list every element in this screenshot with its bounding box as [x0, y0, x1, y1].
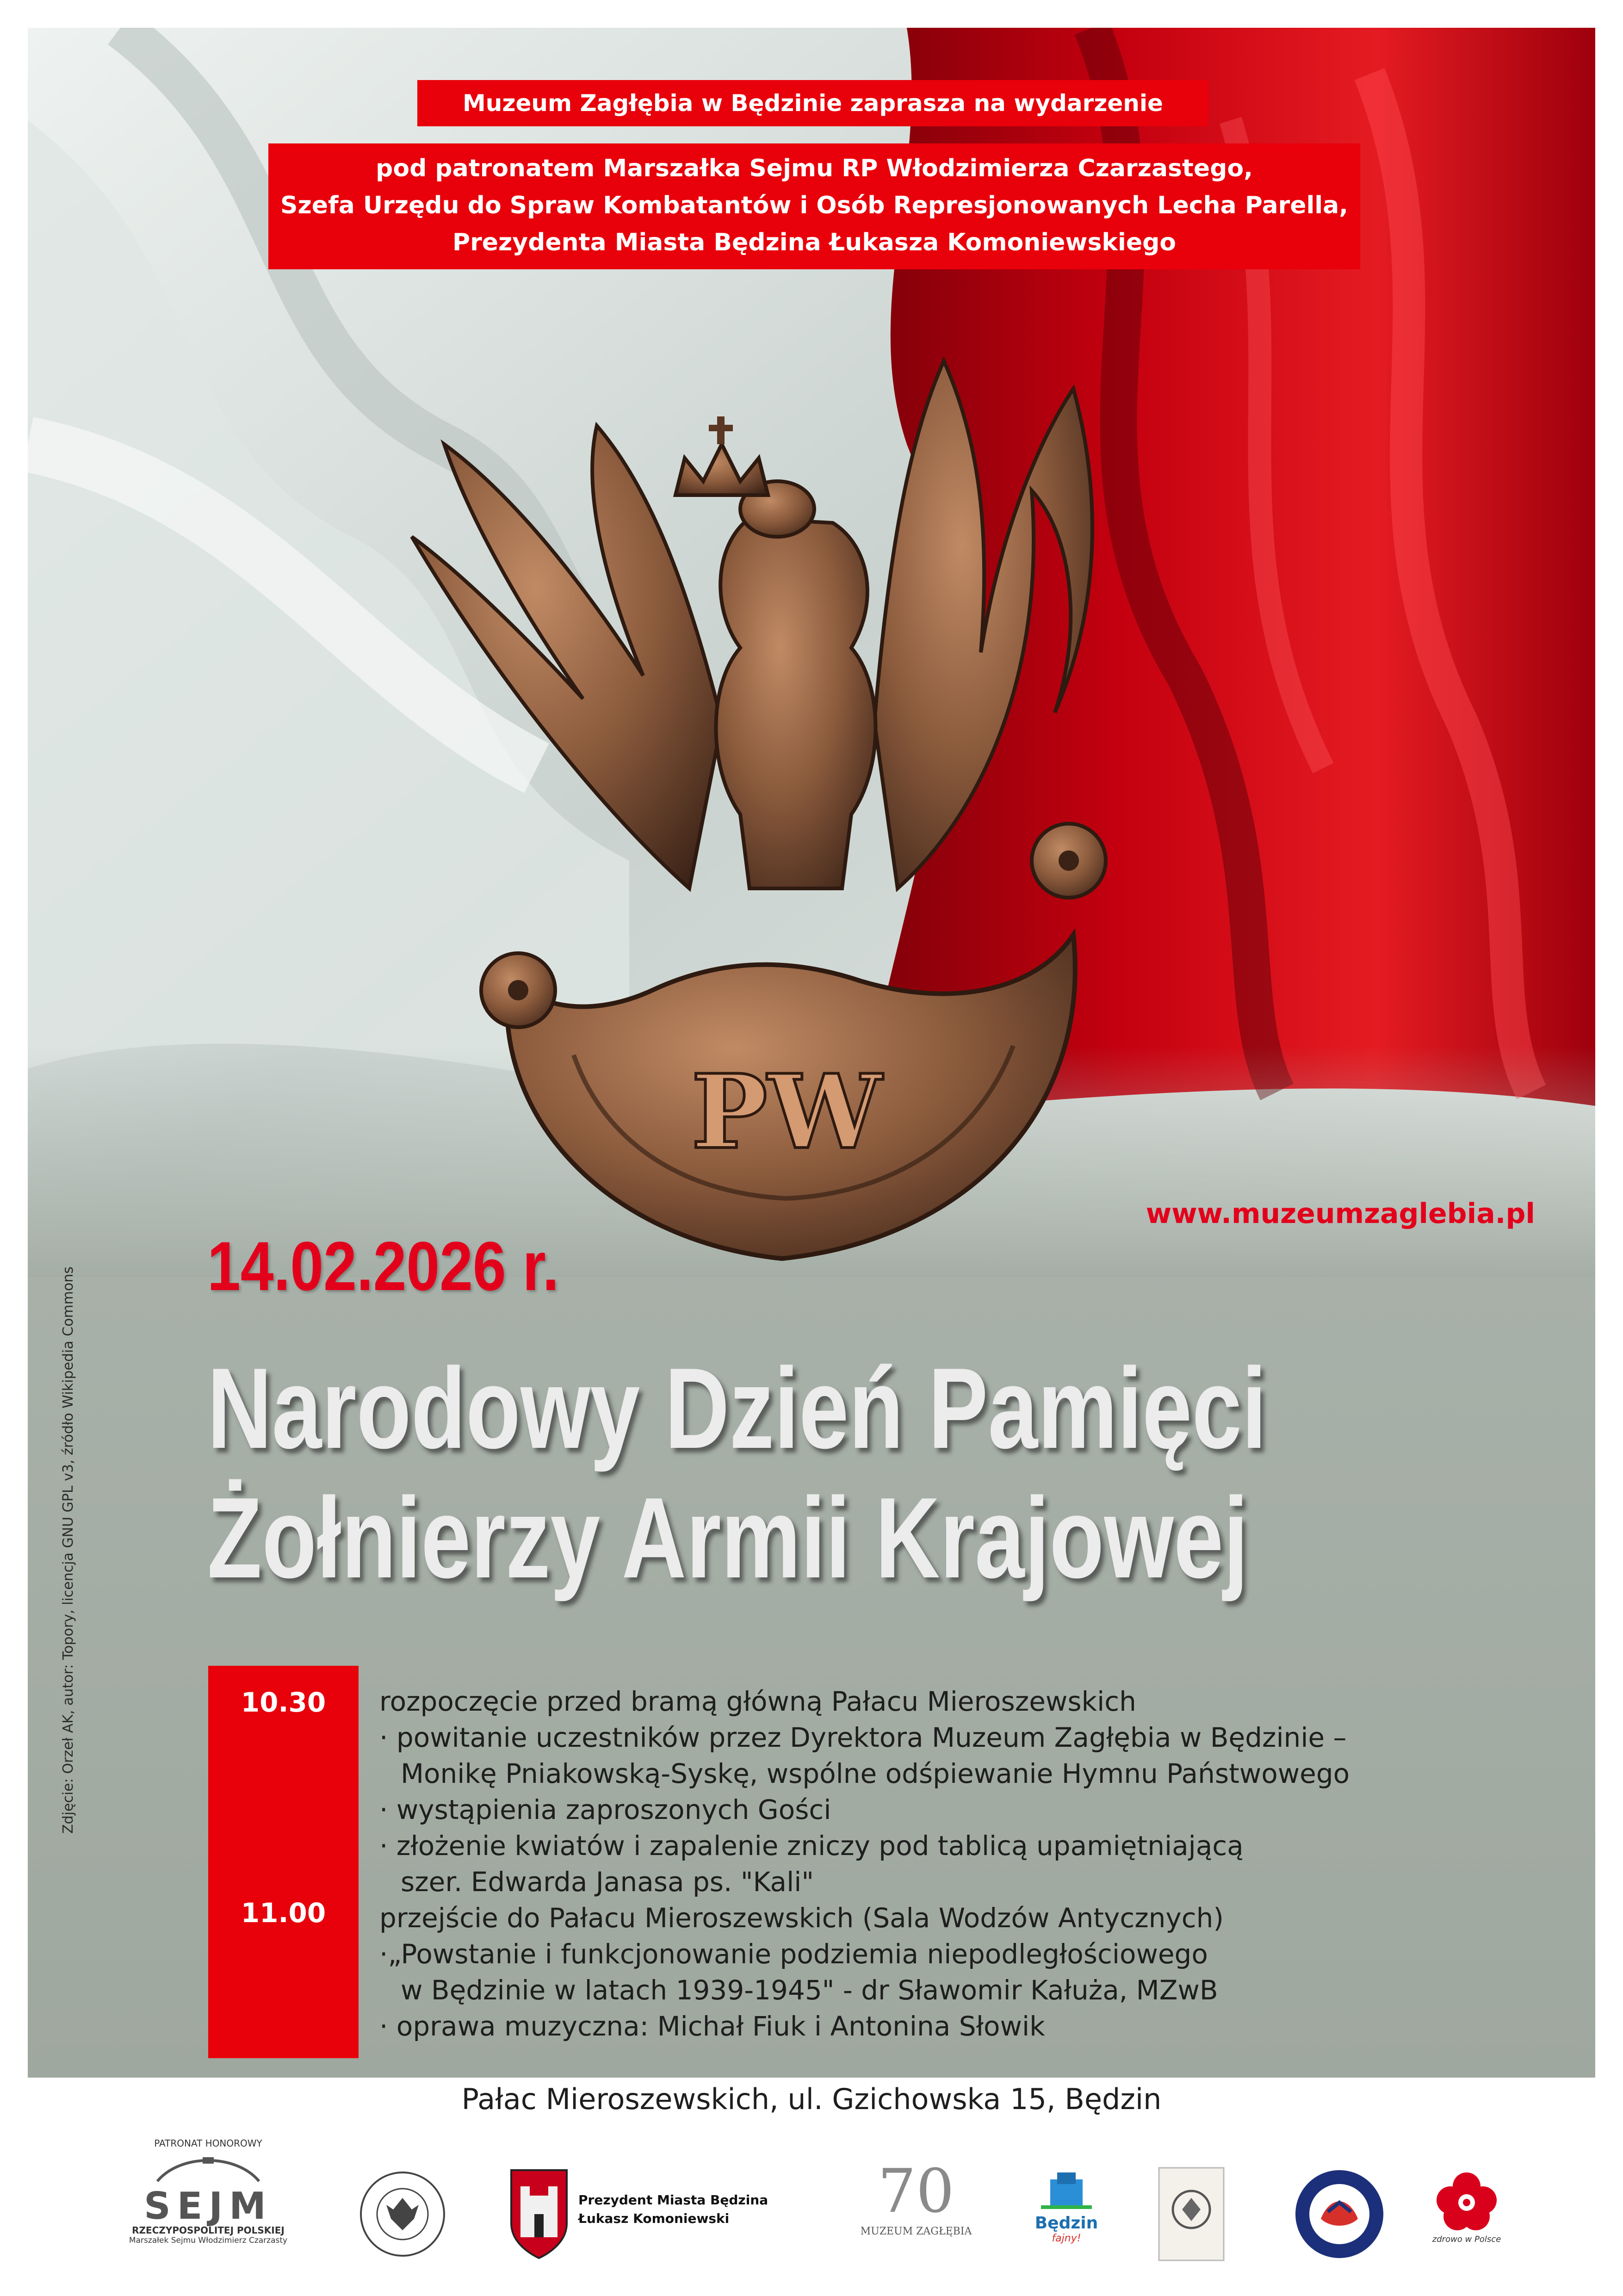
- schedule-line: · złożenie kwiatów i zapalenie zniczy pod tablicą upamiętniającą: [379, 1830, 1244, 1862]
- sejm-patronage-label: PATRONAT HONOROWY: [154, 2138, 262, 2149]
- patronage-line-3: Prezydenta Miasta Będzina Łukasza Komoniewskiego: [452, 229, 1177, 256]
- poster: [28, 28, 1595, 2078]
- schedule-line: ·„Powstanie i funkcjonowanie podziemia niepodległościowego: [379, 1938, 1208, 1970]
- schedule-line: szer. Edwarda Janasa ps. "Kali": [401, 1866, 814, 1898]
- schedule-time-bar: [208, 1666, 359, 2058]
- photo-credit: Zdjęcie: Orzeł AK, autor: Topory, licencja GNU GPL v3, źródło Wikipedia Commons: [60, 1266, 76, 1834]
- sejm-name: SEJM: [144, 2184, 273, 2228]
- kotwica-letters: PW: [691, 1052, 882, 1172]
- patronage-banner: [268, 143, 1360, 269]
- invitation-banner: Muzeum Zagłębia w Będzinie zaprasza na wydarzenie: [417, 80, 1208, 126]
- photo-credit-container: [60, 1222, 88, 1879]
- flower-campaign-text: zdrowo w Polsce: [1432, 2234, 1501, 2244]
- kombatant-office-seal-icon: [359, 2170, 446, 2258]
- sejm-logo: [125, 2138, 291, 2277]
- president-name: Łukasz Komoniewski: [578, 2211, 730, 2226]
- sejm-building-icon: [125, 2149, 291, 2186]
- bedzin-tagline: fajny!: [1052, 2233, 1081, 2244]
- president-label: [578, 2191, 768, 2228]
- bedzin-coat-of-arms-icon: [509, 2168, 569, 2260]
- event-date: 14.02.2026 r.: [207, 1227, 559, 1305]
- event-title-line-1: Narodowy Dzień Pamięci: [207, 1344, 1267, 1472]
- sejm-marshal: Marszałek Sejmu Włodzimierz Czarzasty: [129, 2236, 288, 2245]
- website-link[interactable]: www.muzeumzaglebia.pl: [1146, 1198, 1535, 1230]
- sejm-subtitle: RZECZYPOSPOLITEJ POLSKIEJ: [132, 2225, 285, 2236]
- schedule-line: · oprawa muzyczna: Michał Fiuk i Antonina Słowik: [379, 2011, 1045, 2042]
- partner-logos: [0, 2091, 1623, 2296]
- regional-badge-icon: [1157, 2166, 1226, 2263]
- patronage-line-2: Szefa Urzędu do Spraw Kombatantów i Osób Represjonowanych Lecha Parella,: [280, 192, 1348, 219]
- schedule-time-2: 11.00: [241, 1897, 326, 1929]
- veterans-association-seal-icon: [1293, 2168, 1386, 2260]
- schedule-time-1: 10.30: [241, 1687, 326, 1718]
- president-title: Prezydent Miasta Będzina: [578, 2192, 768, 2208]
- schedule-line: · wystąpienia zaproszonych Gości: [379, 1794, 831, 1825]
- museum-anniversary-mark: 70: [878, 2156, 954, 2226]
- bedzin-castle-icon: [1032, 2170, 1101, 2212]
- schedule-line: przejście do Pałacu Mieroszewskich (Sala Wodzów Antycznych): [379, 1902, 1224, 1934]
- event-address: Pałac Mieroszewskich, ul. Gzichowska 15, Będzin: [461, 2082, 1162, 2116]
- muzeum-zaglebia-logo: [856, 2156, 976, 2267]
- schedule-line: Monikę Pniakowską-Syskę, wspólne odśpiewanie Hymnu Państwowego: [401, 1758, 1350, 1789]
- red-flower-icon: [1425, 2168, 1508, 2233]
- patronage-line-1: pod patronatem Marszałka Sejmu RP Włodzimierza Czarzastego,: [376, 155, 1253, 182]
- schedule-line: · powitanie uczestników przez Dyrektora Muzeum Zagłębia w Będzinie –: [379, 1722, 1347, 1753]
- event-title-line-2: Żołnierzy Armii Krajowej: [207, 1473, 1249, 1602]
- bedzin-wordmark: Będzin: [1035, 2214, 1098, 2233]
- schedule-line: rozpoczęcie przed bramą główną Pałacu Mieroszewskich: [379, 1686, 1136, 1717]
- museum-name: MUZEUM ZAGŁĘBIA: [860, 2226, 972, 2237]
- schedule-line: w Będzinie w latach 1939-1945" - dr Sławomir Kałuża, MZwB: [401, 1974, 1218, 2006]
- bedzin-city-logo: [1032, 2170, 1101, 2263]
- flower-campaign-logo: [1425, 2168, 1508, 2270]
